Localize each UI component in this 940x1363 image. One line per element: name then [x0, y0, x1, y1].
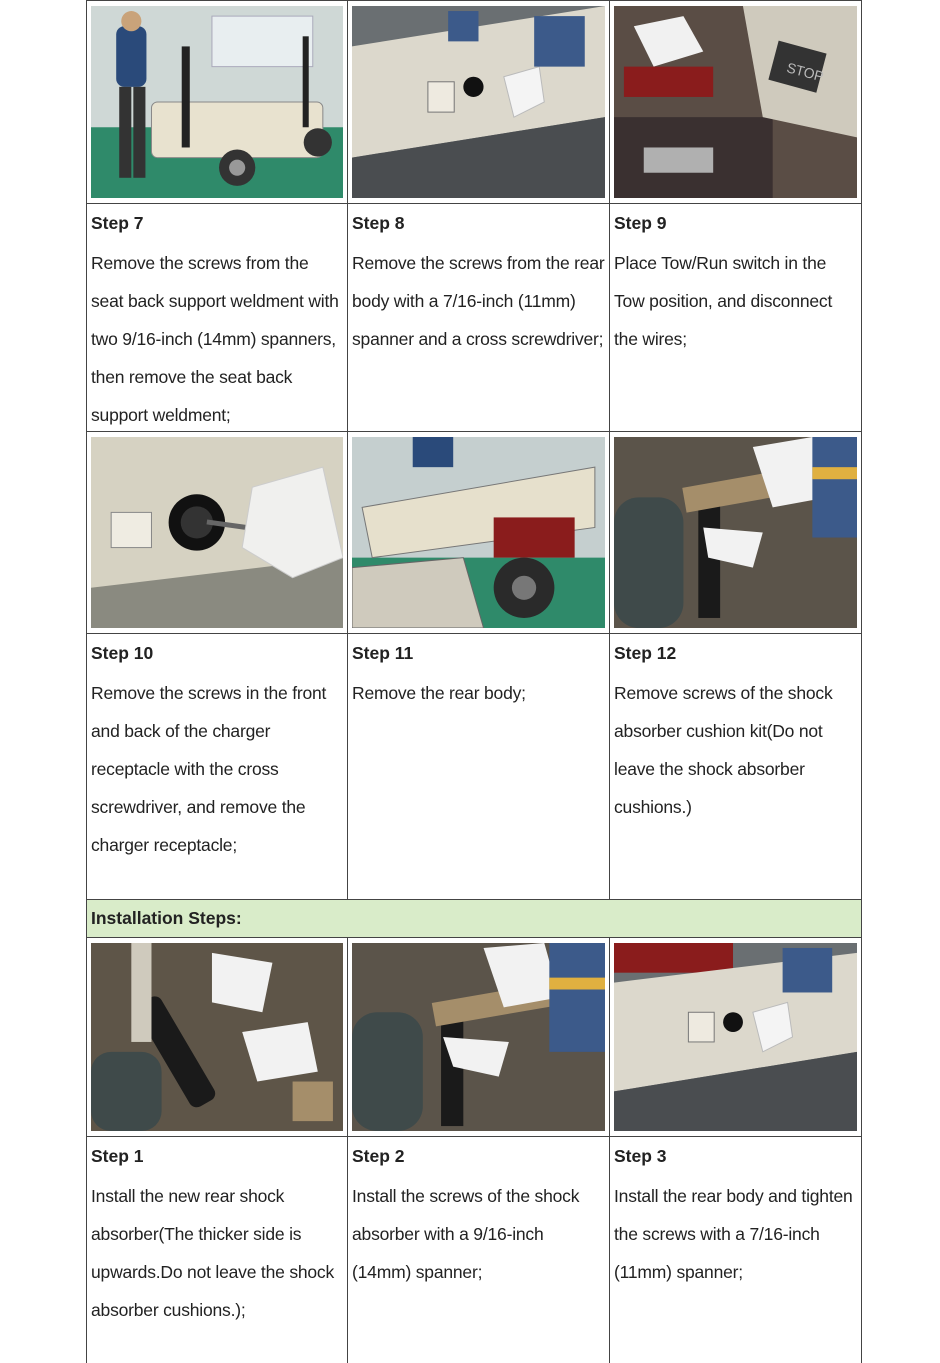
step-description: Remove the screws in the front and back of the charger receptacle with the cross screwdriver, and remove the charger receptacle;: [91, 683, 327, 855]
install-step-3-cell: [610, 1137, 861, 1363]
step-12-cell: [610, 634, 861, 900]
step-title: Step 7: [91, 213, 144, 233]
text-row-3: [87, 1137, 861, 1363]
photo-install-shock-screws: [352, 943, 605, 1131]
photo-cell-step-11: [348, 432, 610, 633]
photo-cell-step-10: [87, 432, 348, 633]
install-step-2-cell: [348, 1137, 610, 1363]
photo-golf-cart-seat: [91, 6, 343, 198]
step-description: Place Tow/Run switch in the Tow position, and disconnect the wires;: [614, 253, 833, 349]
step-description: Remove the screws from the rear body with a 7/16-inch (11mm) spanner and a cross screwdriver;: [352, 253, 605, 349]
photo-cell-step-9: [610, 1, 861, 203]
photo-row-1: [87, 0, 861, 204]
installation-steps-header: Installation Steps:: [87, 899, 861, 938]
step-description: Install the new rear shock absorber(The thicker side is upwards.Do not leave the shock absorber cushions.);: [91, 1186, 335, 1320]
photo-charger-receptacle: [91, 437, 343, 628]
step-description: Remove the screws from the seat back support weldment with two 9/16-inch (14mm) spanners, then remove the seat back support weldment;: [91, 253, 339, 425]
step-7-cell: [87, 204, 348, 431]
install-step-1-cell: [87, 1137, 348, 1363]
photo-cell-step-12: [610, 432, 861, 633]
photo-rear-body-screws: [352, 6, 605, 198]
step-title: Step 11: [352, 643, 414, 663]
step-description: Remove the rear body;: [352, 683, 526, 703]
instruction-table: [86, 0, 862, 1363]
step-title: Step 3: [614, 1146, 667, 1166]
step-description: Install the rear body and tighten the screws with a 7/16-inch (11mm) spanner;: [614, 1186, 853, 1282]
step-title: Step 8: [352, 213, 405, 233]
photo-shock-absorber-cushion: [614, 437, 857, 628]
step-10-cell: [87, 634, 348, 900]
photo-row-3: [87, 938, 861, 1137]
step-title: Step 2: [352, 1146, 405, 1166]
photo-cell-step-7: [87, 1, 348, 203]
step-9-cell: [610, 204, 861, 431]
photo-install-rear-body: [614, 943, 857, 1131]
photo-rear-body-removed: [352, 437, 605, 628]
photo-cell-install-2: [348, 938, 610, 1136]
step-description: Remove screws of the shock absorber cushion kit(Do not leave the shock absorber cushions.): [614, 683, 833, 817]
photo-new-shock-absorber: [91, 943, 343, 1131]
step-description: Install the screws of the shock absorber with a 9/16-inch (14mm) spanner;: [352, 1186, 580, 1282]
step-title: Step 10: [91, 643, 154, 663]
photo-tow-run-switch: [614, 6, 857, 198]
photo-cell-step-8: [348, 1, 610, 203]
photo-cell-install-3: [610, 938, 861, 1136]
text-row-1: [87, 204, 861, 432]
step-title: Step 12: [614, 643, 677, 663]
photo-row-2: [87, 432, 861, 634]
step-8-cell: [348, 204, 610, 431]
step-title: Step 1: [91, 1146, 144, 1166]
step-11-cell: [348, 634, 610, 900]
step-title: Step 9: [614, 213, 667, 233]
text-row-2: [87, 634, 861, 900]
photo-cell-install-1: [87, 938, 348, 1136]
stop-label: STOP: [785, 59, 826, 85]
